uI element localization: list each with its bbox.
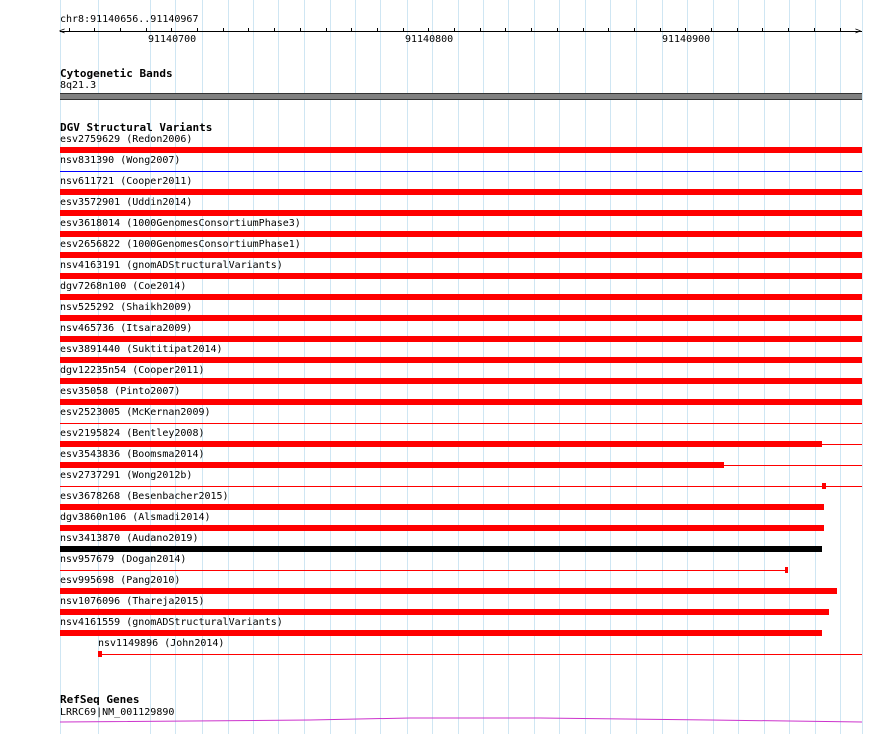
grid-line	[355, 0, 356, 734]
ruler-tick	[248, 28, 249, 32]
ruler-tick	[403, 28, 404, 32]
ruler-label-3: 91140900	[662, 34, 711, 45]
dgv-feature-bar[interactable]	[60, 273, 862, 279]
dgv-feature-label[interactable]: dgv7268n100 (Coe2014)	[60, 281, 187, 292]
ruler-tick	[557, 28, 558, 32]
ruler-tick	[300, 28, 301, 32]
ruler-tick	[505, 28, 506, 32]
dgv-feature-label[interactable]: nsv465736 (Itsara2009)	[60, 323, 193, 334]
dgv-feature-bar[interactable]	[60, 210, 862, 216]
refseq-gene-feature[interactable]	[60, 716, 862, 724]
dgv-feature-line[interactable]	[60, 423, 862, 424]
dgv-feature-line[interactable]	[822, 444, 862, 445]
ruler-tick	[634, 28, 635, 32]
dgv-feature-label[interactable]: esv35058 (Pinto2007)	[60, 386, 181, 397]
ruler-tick	[351, 28, 352, 32]
dgv-feature-bar[interactable]	[60, 315, 862, 321]
dgv-feature-line[interactable]	[60, 486, 822, 487]
grid-line	[764, 0, 765, 734]
dgv-feature-line[interactable]	[826, 486, 862, 487]
dgv-feature-label[interactable]: nsv957679 (Dogan2014)	[60, 554, 187, 565]
ruler-tick	[454, 28, 455, 32]
cytoband-track-title: Cytogenetic Bands	[60, 67, 173, 80]
ruler-tick	[171, 28, 172, 32]
ruler-tick	[840, 28, 841, 32]
dgv-feature-bar[interactable]	[60, 462, 724, 468]
dgv-feature-bar[interactable]	[60, 588, 837, 594]
grid-line	[483, 0, 484, 734]
ruler-tick	[711, 28, 712, 32]
dgv-feature-bar[interactable]	[60, 630, 822, 636]
grid-line	[534, 0, 535, 734]
ruler-tick	[762, 28, 763, 32]
grid-line	[636, 0, 637, 734]
dgv-feature-bar[interactable]	[60, 294, 862, 300]
grid-line	[662, 0, 663, 734]
dgv-feature-label[interactable]: esv2656822 (1000GenomesConsortiumPhase1)	[60, 239, 301, 250]
dgv-feature-bar[interactable]	[60, 357, 862, 363]
dgv-feature-bar[interactable]	[60, 399, 862, 405]
ruler-tick	[377, 28, 378, 32]
refseq-track-title: RefSeq Genes	[60, 693, 140, 706]
dgv-feature-line[interactable]	[724, 465, 862, 466]
ruler-left-arrow-icon: <	[59, 26, 66, 37]
dgv-feature-bar[interactable]	[60, 378, 862, 384]
dgv-feature-label[interactable]: nsv611721 (Cooper2011)	[60, 176, 193, 187]
grid-line	[585, 0, 586, 734]
grid-line	[559, 0, 560, 734]
ruler-tick	[94, 28, 95, 32]
grid-line	[380, 0, 381, 734]
dgv-feature-bar[interactable]	[60, 546, 822, 552]
grid-line	[713, 0, 714, 734]
ruler-tick	[69, 28, 70, 32]
dgv-feature-bar[interactable]	[60, 504, 824, 510]
dgv-feature-line[interactable]	[60, 171, 862, 172]
dgv-feature-label[interactable]: esv2523005 (McKernan2009)	[60, 407, 211, 418]
grid-line	[789, 0, 790, 734]
dgv-feature-label[interactable]: nsv3413870 (Audano2019)	[60, 533, 199, 544]
dgv-feature-label[interactable]: esv3618014 (1000GenomesConsortiumPhase3)	[60, 218, 301, 229]
ruler-tick	[197, 28, 198, 32]
ruler-tick	[480, 28, 481, 32]
ruler-label-2: 91140800	[405, 34, 454, 45]
ruler-tick	[223, 28, 224, 32]
dgv-feature-label[interactable]: esv3678268 (Besenbacher2015)	[60, 491, 229, 502]
ruler-tick	[608, 28, 609, 32]
ruler-tick	[685, 28, 686, 32]
dgv-feature-label[interactable]: esv2195824 (Bentley2008)	[60, 428, 205, 439]
dgv-feature-bar[interactable]	[60, 525, 824, 531]
dgv-feature-label[interactable]: nsv1076096 (Thareja2015)	[60, 596, 205, 607]
ruler-tick	[583, 28, 584, 32]
grid-line	[840, 0, 841, 734]
grid-line	[687, 0, 688, 734]
grid-line	[815, 0, 816, 734]
dgv-feature-bar[interactable]	[60, 441, 822, 447]
grid-line	[330, 0, 331, 734]
dgv-feature-bar[interactable]	[60, 609, 829, 615]
grid-line	[458, 0, 459, 734]
dgv-feature-label[interactable]: nsv1149896 (John2014)	[98, 638, 225, 649]
grid-line	[508, 0, 509, 734]
dgv-feature-label[interactable]: esv2737291 (Wong2012b)	[60, 470, 193, 481]
ruler-tick	[120, 28, 121, 32]
dgv-feature-label[interactable]: nsv525292 (Shaikh2009)	[60, 302, 193, 313]
dgv-feature-label[interactable]: nsv4163191 (gnomADStructuralVariants)	[60, 260, 283, 271]
grid-line	[738, 0, 739, 734]
ruler-tick	[326, 28, 327, 32]
dgv-feature-bar[interactable]	[60, 252, 862, 258]
dgv-feature-label[interactable]: esv3543836 (Boomsma2014)	[60, 449, 205, 460]
dgv-feature-line[interactable]	[102, 654, 862, 655]
grid-line	[610, 0, 611, 734]
ruler-tick	[660, 28, 661, 32]
dgv-feature-label[interactable]: esv2759629 (Redon2006)	[60, 134, 193, 145]
dgv-feature-bar[interactable]	[60, 189, 862, 195]
ruler-tick	[428, 28, 429, 32]
dgv-feature-bar[interactable]	[60, 336, 862, 342]
ruler-line	[60, 31, 862, 32]
dgv-feature-label[interactable]: nsv4161559 (gnomADStructuralVariants)	[60, 617, 283, 628]
ruler-label-1: 91140700	[148, 34, 197, 45]
position-label: chr8:91140656..91140967	[60, 14, 199, 25]
dgv-feature-label[interactable]: dgv12235n54 (Cooper2011)	[60, 365, 205, 376]
dgv-feature-line[interactable]	[60, 570, 785, 571]
dgv-feature-box[interactable]	[785, 567, 788, 573]
dgv-feature-label[interactable]: esv995698 (Pang2010)	[60, 575, 181, 586]
cytoband-label[interactable]: 8q21.3	[60, 80, 97, 91]
refseq-gene-label[interactable]: LRRC69|NM_001129890	[60, 707, 175, 718]
cytoband-bar[interactable]	[60, 93, 862, 100]
grid-line	[862, 0, 863, 734]
ruler-tick	[814, 28, 815, 32]
dgv-feature-bar[interactable]	[60, 231, 862, 237]
dgv-track-title: DGV Structural Variants	[60, 121, 213, 134]
grid-line	[432, 0, 433, 734]
ruler-tick	[146, 28, 147, 32]
dgv-feature-label[interactable]: nsv831390 (Wong2007)	[60, 155, 181, 166]
ruler-tick	[531, 28, 532, 32]
dgv-feature-label[interactable]: esv3572901 (Uddin2014)	[60, 197, 193, 208]
ruler-tick	[274, 28, 275, 32]
ruler-tick	[737, 28, 738, 32]
dgv-feature-label[interactable]: dgv3860n106 (Alsmadi2014)	[60, 512, 211, 523]
dgv-feature-label[interactable]: esv3891440 (Suktitipat2014)	[60, 344, 223, 355]
dgv-feature-bar[interactable]	[60, 147, 862, 153]
grid-line	[407, 0, 408, 734]
grid-line	[304, 0, 305, 734]
ruler-right-arrow-icon: >	[855, 26, 862, 37]
ruler-tick	[788, 28, 789, 32]
